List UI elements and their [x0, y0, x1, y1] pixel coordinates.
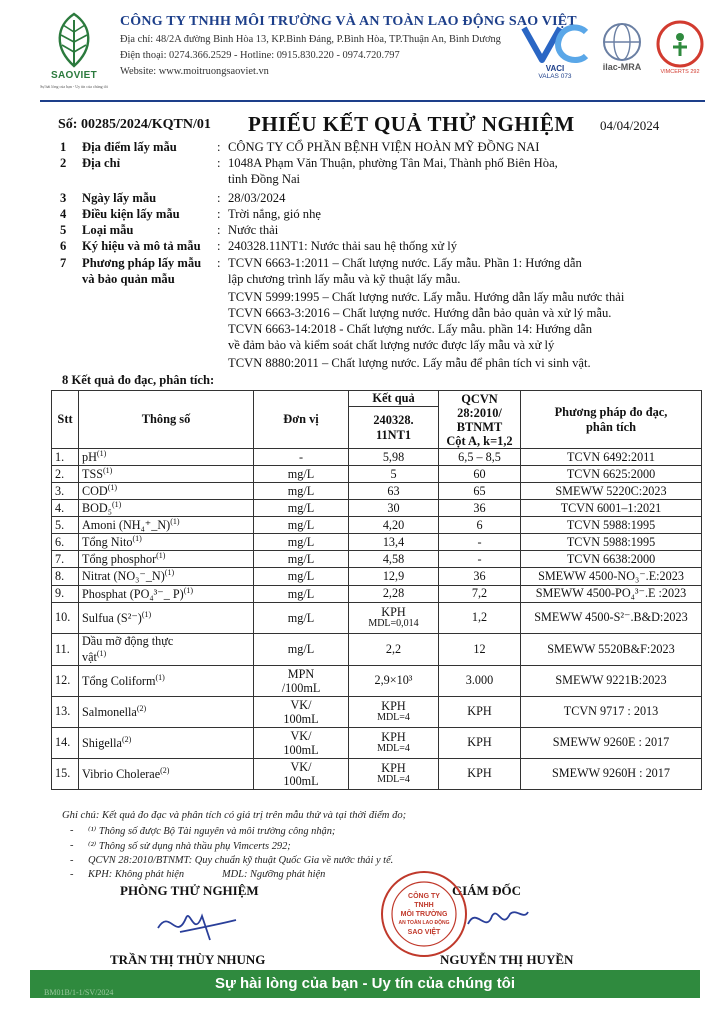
cell-param	[79, 665, 254, 696]
cell-result	[349, 534, 439, 551]
cell-limit: 1,2	[439, 602, 521, 633]
cell-stt: 2.	[52, 466, 79, 483]
cell-unit	[254, 483, 349, 500]
header-param: Thông số	[79, 391, 254, 449]
company-stamp	[380, 870, 468, 958]
result-mdl: MDL=4	[377, 712, 410, 724]
cell-limit: 60	[439, 466, 521, 483]
result-value: 5	[390, 466, 397, 481]
info-colon: :	[217, 191, 221, 205]
info-num: 4	[60, 207, 67, 221]
cell-param	[79, 633, 254, 665]
info-label: Điều kiện lấy mẫu	[82, 207, 180, 221]
result-value: KPH	[381, 605, 406, 620]
info-value: lập chương trình lấy mẫu và kỹ thuật lấy mẫu.	[228, 272, 461, 286]
param-sup: (1)	[155, 672, 165, 682]
cell-param	[79, 517, 254, 534]
note-4a: KPH: Không phát hiện	[88, 869, 185, 880]
header-method	[521, 391, 702, 449]
param-name: Shigella	[82, 735, 122, 750]
footer-slogan: Sự hài lòng của bạn - Uy tín của chúng tôi	[214, 975, 516, 992]
header-unit: Đơn vị	[254, 391, 349, 449]
header-standard-4: Cột A, k=1,2	[446, 433, 513, 448]
stamp-line: CÔNG TY	[408, 893, 440, 900]
param-name: Amoni (NH₄⁺_N)	[82, 518, 171, 533]
table-row	[52, 517, 702, 534]
cell-stt: 13.	[52, 696, 79, 727]
cell-param	[79, 696, 254, 727]
cell-method: TCVN 5988:1995	[521, 517, 702, 534]
cell-param	[79, 602, 254, 633]
param-sup: (1)	[96, 648, 107, 658]
unit-value: VK/	[290, 759, 312, 774]
note-4b: MDL: Ngưỡng phát hiện	[222, 869, 326, 880]
unit-value: mg/L	[287, 484, 315, 499]
document-header	[0, 0, 725, 100]
cell-limit: 6	[439, 517, 521, 534]
cell-unit	[254, 585, 349, 602]
cell-unit	[254, 696, 349, 727]
cell-limit: KPH	[439, 696, 521, 727]
cell-stt: 11.	[52, 633, 79, 665]
ilac-globe-icon	[594, 22, 650, 62]
header-divider	[40, 100, 705, 102]
note-dash: -	[70, 869, 74, 880]
param-name: BOD₅	[82, 501, 112, 516]
result-value: 2,9×10³	[374, 673, 413, 688]
cell-limit: -	[439, 551, 521, 568]
cell-limit: 36	[439, 500, 521, 517]
header-result: Kết quả	[349, 391, 439, 407]
unit-value: mg/L	[287, 610, 315, 625]
info-value: Nước thải	[228, 223, 279, 237]
unit-value-2: /100mL	[281, 680, 321, 695]
unit-value: MPN	[287, 666, 315, 681]
header-sample	[349, 407, 439, 449]
param-sup: (1)	[141, 609, 152, 619]
param-sup: (1)	[183, 585, 194, 595]
param-name: Phosphat (PO₄³⁻_ P)	[82, 586, 184, 601]
result-value: 63	[387, 483, 400, 498]
result-mdl: MDL=0,014	[368, 618, 419, 630]
cell-result	[349, 568, 439, 585]
param-name: Sulfua (S²⁻)	[82, 610, 142, 625]
cell-unit	[254, 727, 349, 758]
note-2: ⁽²⁾ Thông số sử dụng nhà thầu phụ Vimcerts 292;	[88, 841, 291, 852]
info-label: Ký hiệu và mô tả mẫu	[82, 239, 201, 253]
director-title: GIÁM ĐỐC	[452, 883, 521, 898]
param-sup: (1)	[111, 500, 122, 510]
cell-param	[79, 466, 254, 483]
cell-unit	[254, 633, 349, 665]
vaci-code: VALAS 073	[538, 73, 572, 80]
cell-stt: 3.	[52, 483, 79, 500]
lab-department: PHÒNG THỬ NGHIỆM	[120, 883, 259, 898]
cell-unit	[254, 449, 349, 466]
cell-method: TCVN 6492:2011	[521, 449, 702, 466]
table-row	[52, 696, 702, 727]
param-sup: (2)	[160, 765, 170, 775]
director-signature-icon	[462, 900, 532, 940]
cell-method: TCVN 5988:1995	[521, 534, 702, 551]
unit-value-2: 100mL	[283, 773, 319, 788]
param-sup: (1)	[103, 466, 113, 476]
result-mdl: MDL=4	[377, 743, 410, 755]
note-main: Ghi chú: Kết quả đo đạc và phân tích có giá trị trên mẫu thử và tại thời điểm đo;	[62, 810, 407, 821]
info-value: TCVN 5999:1995 – Chất lượng nước. Lấy mẫu. Hướng dẫn lấy mẫu nước thải	[228, 290, 625, 304]
cell-method: TCVN 6001–1:2021	[521, 500, 702, 517]
stamp-line: TNHH	[414, 902, 434, 909]
note-dash: -	[70, 855, 74, 866]
logo-tagline: Sự hài lòng của bạn - Uy tín của chúng tôi	[40, 84, 108, 89]
result-value: KPH	[381, 730, 406, 745]
cell-unit	[254, 500, 349, 517]
cell-result	[349, 665, 439, 696]
stamp-line: AN TOÀN LAO ĐỘNG	[398, 920, 450, 926]
header-stt: Stt	[52, 391, 79, 449]
info-label: Địa điểm lấy mẫu	[82, 140, 177, 154]
unit-value: VK/	[290, 697, 312, 712]
info-value: về đảm bảo và kiểm soát chất lượng nước được lấy mẫu và xử lý	[228, 338, 555, 352]
result-value: KPH	[381, 761, 406, 776]
cell-result	[349, 758, 439, 789]
cell-limit: KPH	[439, 758, 521, 789]
table-row	[52, 466, 702, 483]
cell-limit: 6,5 – 8,5	[439, 449, 521, 466]
results-body	[52, 449, 702, 790]
director-name: NGUYỄN THỊ HUYỀN	[440, 952, 574, 967]
note-3: QCVN 28:2010/BTNMT: Quy chuẩn kỹ thuật Quốc Gia về nước thải y tế.	[88, 855, 394, 866]
param-name: Dầu mỡ động thực	[82, 633, 174, 648]
cell-result	[349, 466, 439, 483]
company-website[interactable]: Website: www.moitruongsaoviet.vn	[120, 66, 269, 77]
result-value: 30	[387, 500, 400, 515]
unit-value: mg/L	[287, 569, 315, 584]
param-sup: (1)	[132, 534, 142, 544]
param-sup: (1)	[96, 449, 107, 458]
vimcerts-label: VIMCERTS 292	[660, 69, 700, 75]
info-label: Loại mẫu	[82, 223, 134, 237]
cell-method: TCVN 6625:2000	[521, 466, 702, 483]
report-number: Số: 00285/2024/KQTN/01	[58, 117, 211, 132]
leaf-logo-icon	[44, 12, 104, 70]
vaci-cert-logo	[520, 22, 590, 80]
table-row	[52, 602, 702, 633]
param-name: COD	[82, 484, 108, 499]
param-name-2: vật	[82, 649, 97, 664]
param-name: Tổng phosphor	[82, 552, 157, 567]
vaci-icon	[520, 22, 590, 66]
info-num: 3	[60, 191, 67, 205]
cell-param	[79, 727, 254, 758]
lab-signature-icon	[150, 898, 240, 948]
report-title: PHIẾU KẾT QUẢ THỬ NGHIỆM	[248, 112, 575, 136]
header-standard-1: QCVN	[461, 391, 498, 406]
report-date: 04/04/2024	[600, 118, 660, 133]
cell-limit: 7,2	[439, 585, 521, 602]
vimcerts-seal-icon	[656, 20, 704, 68]
cell-limit: KPH	[439, 727, 521, 758]
header-method-2: phân tích	[586, 419, 636, 434]
unit-value: VK/	[290, 728, 312, 743]
results-section-label: 8 Kết quả đo đạc, phân tích:	[62, 373, 215, 387]
info-value: TCVN 6663-3:2016 – Chất lượng nước. Hướng dẫn bảo quản và xử lý mẫu.	[228, 306, 612, 320]
stamp-line: SAO VIỆT	[407, 929, 441, 936]
cell-result	[349, 696, 439, 727]
unit-value-2: 100mL	[283, 711, 319, 726]
info-num: 1	[60, 140, 67, 154]
result-mdl: MDL=4	[377, 774, 410, 786]
info-label: Địa chỉ	[82, 156, 121, 170]
info-num: 7	[60, 256, 67, 270]
cell-limit: 36	[439, 568, 521, 585]
param-sup: (1)	[164, 568, 175, 578]
header-standard-2: 28:2010/	[457, 405, 502, 420]
cell-stt: 8.	[52, 568, 79, 585]
cell-stt: 5.	[52, 517, 79, 534]
unit-value: mg/L	[287, 586, 315, 601]
results-table	[51, 390, 702, 790]
cell-method: SMEWW 9260E : 2017	[521, 727, 702, 758]
cell-method: TCVN 6638:2000	[521, 551, 702, 568]
header-sample-2: 11NT1	[375, 427, 412, 442]
cell-result	[349, 727, 439, 758]
cell-result	[349, 633, 439, 665]
info-value: 1048A Phạm Văn Thuận, phường Tân Mai, Thành phố Biên Hòa,	[228, 156, 558, 170]
cell-method: SMEWW 5520B&F:2023	[521, 633, 702, 665]
info-value: TCVN 8880:2011 – Chất lượng nước. Lấy mẫu để phân tích vi sinh vật.	[228, 356, 591, 370]
info-colon: :	[217, 140, 221, 154]
stamp-line: MÔI TRƯỜNG	[400, 911, 448, 918]
cell-unit	[254, 534, 349, 551]
company-address: Địa chỉ: 48/2A đường Bình Hòa 13, KP.Bình Đáng, P.Bình Hòa, TP.Thuận An, Bình Dương	[120, 34, 501, 45]
param-sup: (2)	[121, 734, 132, 744]
info-value: 240328.11NT1: Nước thải sau hệ thống xử lý	[228, 239, 458, 253]
cell-stt: 6.	[52, 534, 79, 551]
result-value: 4,58	[382, 551, 405, 566]
header-standard	[439, 391, 521, 449]
unit-value: mg/L	[287, 552, 315, 567]
info-value: Trời nắng, gió nhẹ	[228, 207, 321, 221]
result-value: 2,28	[382, 586, 405, 601]
cell-unit	[254, 466, 349, 483]
cell-result	[349, 602, 439, 633]
info-num: 2	[60, 156, 67, 170]
cell-stt: 14.	[52, 727, 79, 758]
cell-unit	[254, 665, 349, 696]
cell-method: SMEWW 4500-NO₃⁻.E:2023	[521, 568, 702, 585]
result-value: 12,9	[382, 568, 405, 583]
ilac-mra-logo	[594, 22, 650, 80]
param-name: Vibrio Cholerae	[82, 766, 161, 781]
info-colon: :	[217, 223, 221, 237]
info-colon: :	[217, 239, 221, 253]
result-value: 2,2	[385, 641, 402, 656]
result-value: 13,4	[382, 534, 405, 549]
table-row	[52, 483, 702, 500]
cell-limit: -	[439, 534, 521, 551]
cell-method: SMEWW 9221B:2023	[521, 665, 702, 696]
unit-value: -	[298, 450, 304, 465]
cell-param	[79, 500, 254, 517]
result-value: KPH	[381, 699, 406, 714]
cell-method: SMEWW 5220C:2023	[521, 483, 702, 500]
cell-stt: 15.	[52, 758, 79, 789]
cell-result	[349, 483, 439, 500]
param-name: Salmonella	[82, 704, 137, 719]
vimcerts-logo	[656, 20, 704, 80]
cell-unit	[254, 758, 349, 789]
cell-stt: 7.	[52, 551, 79, 568]
cell-unit	[254, 568, 349, 585]
table-row	[52, 534, 702, 551]
company-name: CÔNG TY TNHH MÔI TRƯỜNG VÀ AN TOÀN LAO ĐỘNG SAO VIỆT	[120, 14, 577, 29]
param-sup: (1)	[156, 551, 166, 561]
cell-param	[79, 534, 254, 551]
cell-unit	[254, 551, 349, 568]
cell-result	[349, 551, 439, 568]
cell-param	[79, 483, 254, 500]
table-row	[52, 551, 702, 568]
param-name: Tổng Coliform	[82, 673, 156, 688]
table-row	[52, 758, 702, 789]
info-num: 5	[60, 223, 67, 237]
cell-limit: 65	[439, 483, 521, 500]
unit-value: mg/L	[287, 535, 315, 550]
cell-result	[349, 517, 439, 534]
table-row	[52, 500, 702, 517]
table-row	[52, 449, 702, 466]
logo-text: SAOVIET	[51, 70, 97, 81]
unit-value-2: 100mL	[283, 742, 319, 757]
note-1: ⁽¹⁾ Thông số được Bộ Tài nguyên và môi trường công nhận;	[88, 826, 336, 837]
param-name: pH	[82, 450, 97, 465]
cell-result	[349, 500, 439, 517]
note-dash: -	[70, 825, 74, 836]
table-row	[52, 633, 702, 665]
cell-unit	[254, 517, 349, 534]
cell-method: SMEWW 9260H : 2017	[521, 758, 702, 789]
param-sup: (1)	[107, 483, 118, 493]
header-method-1: Phương pháp đo đạc,	[554, 404, 668, 419]
param-name: TSS	[82, 467, 104, 482]
table-row	[52, 568, 702, 585]
ilac-label: ilac-MRA	[602, 62, 642, 72]
info-label: Ngày lấy mẫu	[82, 191, 157, 205]
info-value: tỉnh Đồng Nai	[228, 172, 301, 186]
param-sup: (1)	[170, 517, 180, 527]
info-value: 28/03/2024	[228, 191, 286, 205]
info-value: CÔNG TY CỔ PHẦN BỆNH VIỆN HOÀN MỸ ĐỒNG NAI	[228, 140, 540, 154]
cell-param	[79, 758, 254, 789]
unit-value: mg/L	[287, 518, 315, 533]
cell-stt: 9.	[52, 585, 79, 602]
cell-param	[79, 568, 254, 585]
header-sample-1: 240328.	[373, 412, 414, 427]
info-label: Phương pháp lấy mẫu	[82, 256, 202, 270]
cell-stt: 10.	[52, 602, 79, 633]
cell-method: SMEWW 4500-PO₄³⁻.E :2023	[521, 585, 702, 602]
cell-stt: 12.	[52, 665, 79, 696]
param-sup: (2)	[136, 703, 147, 713]
cell-result	[349, 449, 439, 466]
cell-param	[79, 551, 254, 568]
company-phone: Điện thoại: 0274.366.2529 - Hotline: 0915.830.220 - 0974.720.797	[120, 50, 400, 61]
cell-method: TCVN 9717 : 2013	[521, 696, 702, 727]
info-value: TCVN 6663-1:2011 – Chất lượng nước. Lấy mẫu. Phần 1: Hướng dẫn	[228, 256, 582, 270]
cell-method: SMEWW 4500-S²⁻.B&D:2023	[521, 602, 702, 633]
table-row	[52, 727, 702, 758]
vaci-label: VACI	[545, 64, 565, 73]
lab-person-name: TRẦN THỊ THÙY NHUNG	[110, 952, 266, 967]
info-colon: :	[217, 256, 221, 270]
info-colon: :	[217, 156, 221, 170]
note-dash: -	[70, 840, 74, 851]
info-colon: :	[217, 207, 221, 221]
param-name: Nitrat (NO₃⁻_N)	[82, 569, 165, 584]
table-row	[52, 585, 702, 602]
result-value: 5,98	[382, 449, 405, 464]
unit-value: mg/L	[287, 467, 315, 482]
cell-result	[349, 585, 439, 602]
info-label-2: và bảo quản mẫu	[82, 272, 175, 286]
cell-param	[79, 449, 254, 466]
unit-value: mg/L	[287, 642, 315, 657]
cell-stt: 1.	[52, 449, 79, 466]
cell-param	[79, 585, 254, 602]
footer-form-code: BM01B/1-1/SV/2024	[44, 988, 114, 997]
unit-value: mg/L	[287, 501, 315, 516]
info-num: 6	[60, 239, 67, 253]
result-value: 4,20	[382, 517, 405, 532]
cell-limit: 12	[439, 633, 521, 665]
cell-limit: 3.000	[439, 665, 521, 696]
info-value: TCVN 6663-14:2018 - Chất lượng nước. Lấy mẫu. phần 14: Hướng dẫn	[228, 322, 592, 336]
header-standard-3: BTNMT	[456, 419, 503, 434]
cell-unit	[254, 602, 349, 633]
param-name: Tổng Nito	[82, 535, 133, 550]
table-row	[52, 665, 702, 696]
cell-stt: 4.	[52, 500, 79, 517]
